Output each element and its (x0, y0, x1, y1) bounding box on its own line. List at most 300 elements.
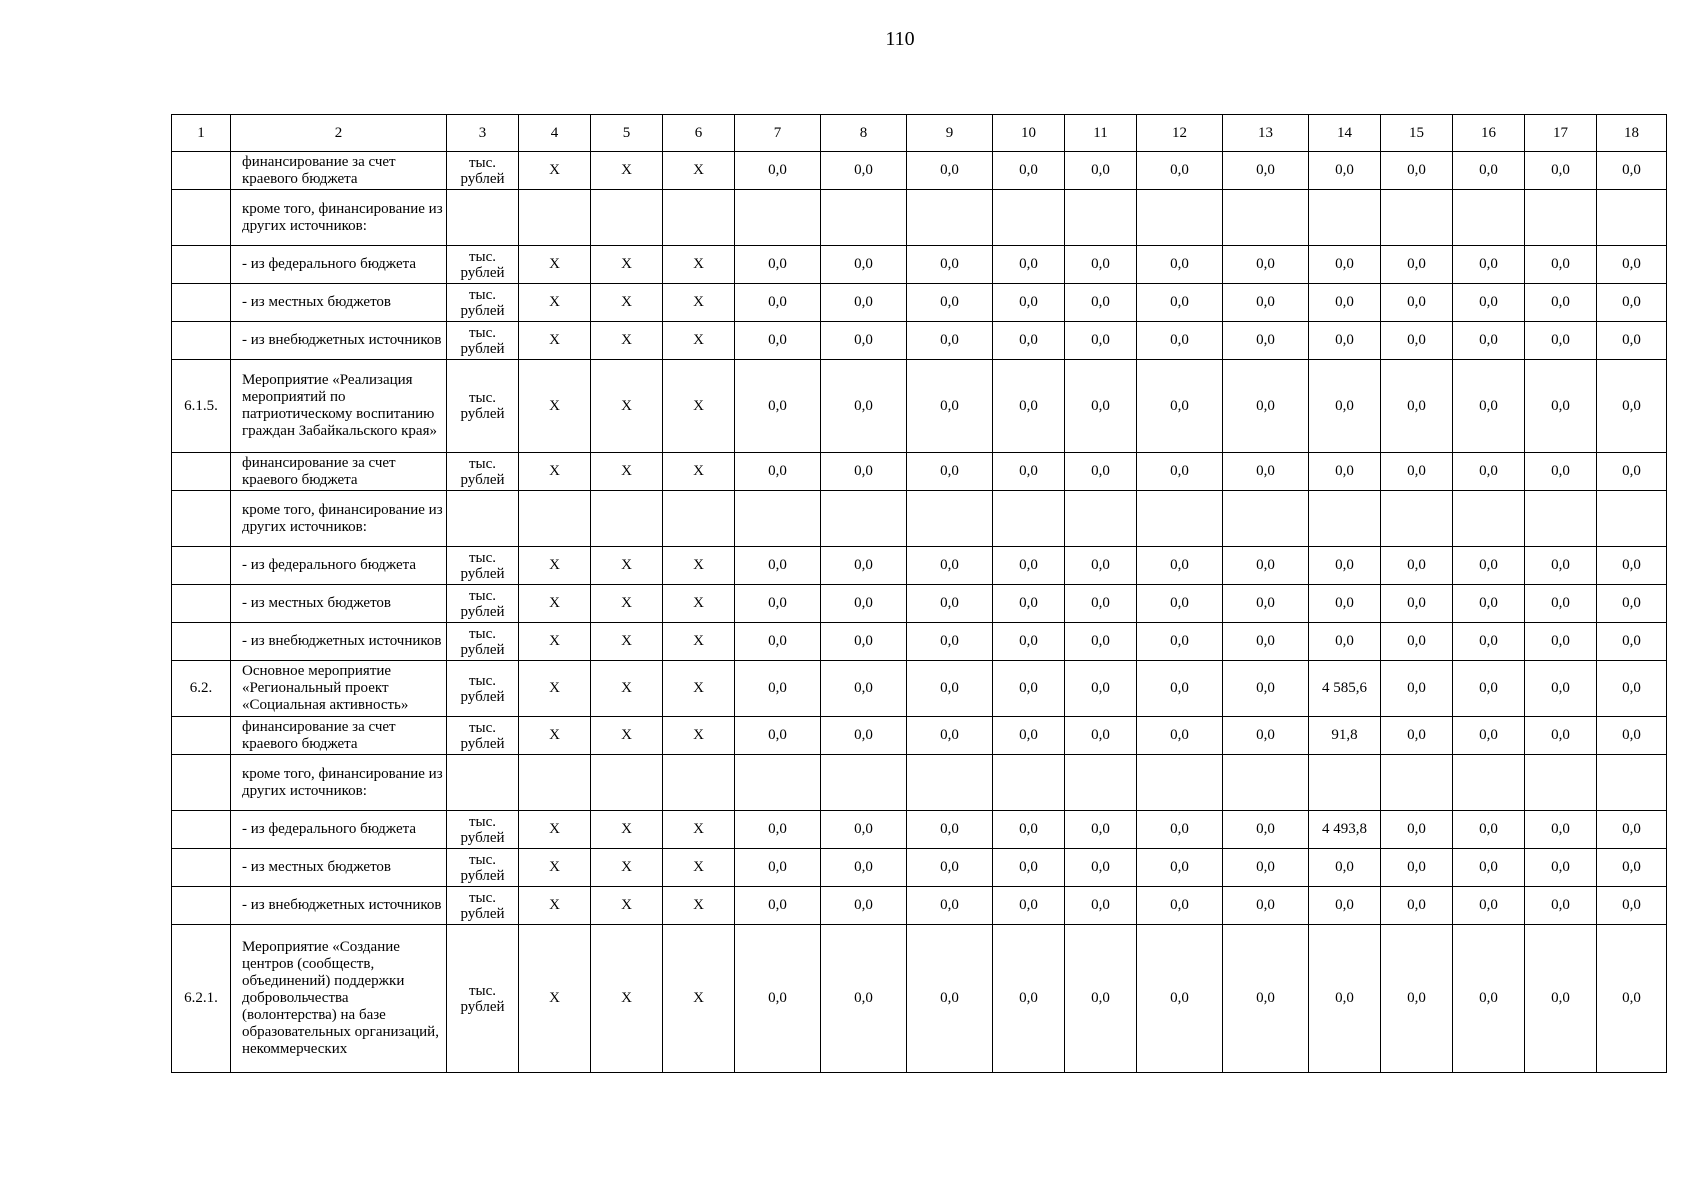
value-cell: 0,0 (735, 717, 821, 755)
value-cell (1597, 491, 1667, 547)
value-cell: X (663, 453, 735, 491)
value-cell: 0,0 (1309, 623, 1381, 661)
value-cell: 0,0 (1309, 152, 1381, 190)
value-cell: 0,0 (1309, 887, 1381, 925)
description-cell: - из федерального бюджета (231, 811, 447, 849)
item-code-cell (172, 246, 231, 284)
value-cell: 0,0 (1223, 246, 1309, 284)
value-cell: X (591, 284, 663, 322)
value-cell: 0,0 (735, 623, 821, 661)
value-cell: 0,0 (993, 811, 1065, 849)
value-cell: 0,0 (1597, 284, 1667, 322)
value-cell: 0,0 (1223, 661, 1309, 717)
table-row (172, 190, 1667, 246)
value-cell: 0,0 (1597, 585, 1667, 623)
value-cell: 0,0 (1597, 661, 1667, 717)
description-cell: - из внебюджетных источников (231, 623, 447, 661)
table-row (172, 547, 1667, 585)
unit-cell: тыс. рублей (447, 623, 519, 661)
value-cell: X (663, 322, 735, 360)
item-code-cell (172, 585, 231, 623)
description-cell: - из местных бюджетов (231, 585, 447, 623)
table-row (172, 360, 1667, 453)
value-cell: 0,0 (907, 453, 993, 491)
value-cell: 0,0 (1223, 547, 1309, 585)
value-cell: X (519, 152, 591, 190)
value-cell: 0,0 (1381, 811, 1453, 849)
value-cell: 0,0 (735, 322, 821, 360)
item-code-cell (172, 491, 231, 547)
value-cell: 0,0 (1065, 284, 1137, 322)
item-code-cell (172, 152, 231, 190)
column-header-6: 6 (663, 115, 735, 152)
value-cell (591, 190, 663, 246)
value-cell: 0,0 (1381, 887, 1453, 925)
value-cell: 0,0 (1223, 623, 1309, 661)
table-row (172, 284, 1667, 322)
value-cell: X (663, 811, 735, 849)
value-cell: 0,0 (1137, 284, 1223, 322)
value-cell: 0,0 (1223, 360, 1309, 453)
value-cell: 0,0 (821, 152, 907, 190)
table-row (172, 453, 1667, 491)
value-cell (1223, 190, 1309, 246)
value-cell (1525, 755, 1597, 811)
unit-cell (447, 755, 519, 811)
value-cell: 0,0 (993, 925, 1065, 1073)
value-cell (1309, 755, 1381, 811)
value-cell: 0,0 (993, 661, 1065, 717)
value-cell: 0,0 (907, 246, 993, 284)
value-cell: 0,0 (993, 849, 1065, 887)
value-cell: X (519, 453, 591, 491)
table-row (172, 755, 1667, 811)
value-cell: 0,0 (993, 887, 1065, 925)
value-cell: 0,0 (993, 246, 1065, 284)
value-cell: 0,0 (1309, 360, 1381, 453)
value-cell: 0,0 (1065, 453, 1137, 491)
item-code-cell (172, 547, 231, 585)
unit-cell: тыс. рублей (447, 152, 519, 190)
value-cell: 0,0 (735, 360, 821, 453)
value-cell: X (519, 322, 591, 360)
value-cell (735, 190, 821, 246)
value-cell (1065, 755, 1137, 811)
value-cell (1453, 190, 1525, 246)
value-cell: 0,0 (821, 661, 907, 717)
value-cell: X (591, 453, 663, 491)
value-cell: 0,0 (821, 547, 907, 585)
description-cell: Основное мероприятие «Региональный проект «Социальная активность» (231, 661, 447, 717)
value-cell: 0,0 (1453, 453, 1525, 491)
value-cell: X (663, 360, 735, 453)
value-cell: 0,0 (993, 453, 1065, 491)
value-cell (1525, 491, 1597, 547)
item-code-cell (172, 717, 231, 755)
value-cell: X (591, 547, 663, 585)
value-cell (1137, 755, 1223, 811)
value-cell: 0,0 (1223, 811, 1309, 849)
unit-cell (447, 190, 519, 246)
value-cell: 0,0 (821, 717, 907, 755)
value-cell (1223, 755, 1309, 811)
value-cell: 0,0 (1453, 284, 1525, 322)
value-cell: 0,0 (1525, 322, 1597, 360)
value-cell: 0,0 (1525, 585, 1597, 623)
value-cell: 0,0 (1453, 322, 1525, 360)
table-row (172, 661, 1667, 717)
value-cell: 0,0 (735, 887, 821, 925)
value-cell: 0,0 (1381, 623, 1453, 661)
value-cell: 0,0 (1453, 925, 1525, 1073)
value-cell: 0,0 (1065, 811, 1137, 849)
column-header-8: 8 (821, 115, 907, 152)
value-cell (993, 190, 1065, 246)
value-cell: 0,0 (821, 811, 907, 849)
column-header-18: 18 (1597, 115, 1667, 152)
value-cell: 0,0 (1453, 887, 1525, 925)
value-cell (1381, 491, 1453, 547)
value-cell: 0,0 (907, 585, 993, 623)
value-cell: 0,0 (1223, 925, 1309, 1073)
table-row (172, 585, 1667, 623)
value-cell: 0,0 (1453, 661, 1525, 717)
description-cell: - из федерального бюджета (231, 547, 447, 585)
value-cell: 0,0 (1065, 585, 1137, 623)
column-header-15: 15 (1381, 115, 1453, 152)
value-cell (1381, 755, 1453, 811)
column-header-13: 13 (1223, 115, 1309, 152)
unit-cell: тыс. рублей (447, 453, 519, 491)
value-cell: 0,0 (1525, 246, 1597, 284)
value-cell: X (519, 284, 591, 322)
item-code-cell (172, 190, 231, 246)
value-cell (591, 755, 663, 811)
value-cell: 0,0 (821, 623, 907, 661)
table-row (172, 623, 1667, 661)
value-cell: 0,0 (1137, 623, 1223, 661)
value-cell: 0,0 (907, 152, 993, 190)
value-cell: 0,0 (907, 887, 993, 925)
value-cell: 0,0 (1597, 360, 1667, 453)
item-code-cell (172, 453, 231, 491)
value-cell: X (519, 623, 591, 661)
value-cell: 0,0 (993, 152, 1065, 190)
value-cell: X (519, 585, 591, 623)
value-cell: 0,0 (907, 547, 993, 585)
value-cell (519, 755, 591, 811)
table-row (172, 887, 1667, 925)
value-cell: 0,0 (1065, 661, 1137, 717)
value-cell (663, 190, 735, 246)
value-cell: X (663, 585, 735, 623)
value-cell: 0,0 (735, 284, 821, 322)
value-cell: X (591, 360, 663, 453)
value-cell: X (591, 925, 663, 1073)
unit-cell (447, 491, 519, 547)
item-code-cell (172, 811, 231, 849)
description-cell: кроме того, финансирование из других источников: (231, 491, 447, 547)
column-header-1: 1 (172, 115, 231, 152)
description-cell: кроме того, финансирование из других источников: (231, 190, 447, 246)
value-cell: 0,0 (1065, 849, 1137, 887)
value-cell: 0,0 (1453, 547, 1525, 585)
value-cell: X (591, 887, 663, 925)
value-cell: 0,0 (821, 925, 907, 1073)
description-cell: - из внебюджетных источников (231, 322, 447, 360)
value-cell: 0,0 (1309, 849, 1381, 887)
value-cell: 0,0 (1137, 585, 1223, 623)
value-cell: 0,0 (735, 246, 821, 284)
item-code-cell (172, 322, 231, 360)
column-header-12: 12 (1137, 115, 1223, 152)
value-cell: 0,0 (993, 284, 1065, 322)
value-cell (1065, 190, 1137, 246)
value-cell: X (663, 849, 735, 887)
table-row (172, 811, 1667, 849)
value-cell: X (519, 925, 591, 1073)
table-row (172, 322, 1667, 360)
value-cell: X (591, 152, 663, 190)
column-header-14: 14 (1309, 115, 1381, 152)
value-cell: 0,0 (1065, 623, 1137, 661)
value-cell: 0,0 (821, 887, 907, 925)
value-cell: X (663, 246, 735, 284)
value-cell: 0,0 (1525, 811, 1597, 849)
description-cell: финансирование за счет краевого бюджета (231, 717, 447, 755)
column-header-10: 10 (993, 115, 1065, 152)
value-cell (1223, 491, 1309, 547)
value-cell: 0,0 (1223, 849, 1309, 887)
value-cell (993, 491, 1065, 547)
unit-cell: тыс. рублей (447, 811, 519, 849)
value-cell: 0,0 (1381, 453, 1453, 491)
value-cell (1597, 755, 1667, 811)
value-cell (735, 755, 821, 811)
item-code-cell (172, 849, 231, 887)
unit-cell: тыс. рублей (447, 322, 519, 360)
value-cell: 0,0 (1597, 811, 1667, 849)
value-cell: 0,0 (821, 585, 907, 623)
value-cell (1137, 491, 1223, 547)
value-cell (821, 190, 907, 246)
value-cell (735, 491, 821, 547)
value-cell: 0,0 (1223, 322, 1309, 360)
value-cell: 0,0 (1525, 717, 1597, 755)
value-cell (663, 491, 735, 547)
value-cell: 0,0 (735, 547, 821, 585)
value-cell: 0,0 (1065, 887, 1137, 925)
value-cell (821, 755, 907, 811)
column-header-16: 16 (1453, 115, 1525, 152)
value-cell (1525, 190, 1597, 246)
column-header-9: 9 (907, 115, 993, 152)
unit-cell: тыс. рублей (447, 849, 519, 887)
value-cell: 0,0 (821, 849, 907, 887)
value-cell: 0,0 (821, 360, 907, 453)
value-cell: 0,0 (1309, 322, 1381, 360)
value-cell: 0,0 (1453, 360, 1525, 453)
value-cell: 4 493,8 (1309, 811, 1381, 849)
value-cell: X (591, 623, 663, 661)
value-cell: X (663, 284, 735, 322)
value-cell: 0,0 (735, 152, 821, 190)
value-cell: 0,0 (1525, 152, 1597, 190)
value-cell: 0,0 (1381, 585, 1453, 623)
unit-cell: тыс. рублей (447, 717, 519, 755)
description-cell: финансирование за счет краевого бюджета (231, 152, 447, 190)
value-cell: 0,0 (1525, 887, 1597, 925)
value-cell: 0,0 (1309, 925, 1381, 1073)
value-cell: X (663, 717, 735, 755)
value-cell: 0,0 (1223, 152, 1309, 190)
value-cell: 0,0 (993, 360, 1065, 453)
value-cell: 0,0 (1525, 360, 1597, 453)
value-cell: X (591, 849, 663, 887)
unit-cell: тыс. рублей (447, 360, 519, 453)
value-cell: 0,0 (1525, 925, 1597, 1073)
item-code-cell (172, 755, 231, 811)
value-cell: X (591, 717, 663, 755)
value-cell: 0,0 (1223, 585, 1309, 623)
column-header-4: 4 (519, 115, 591, 152)
value-cell (907, 755, 993, 811)
value-cell (821, 491, 907, 547)
value-cell: 0,0 (1381, 547, 1453, 585)
value-cell: 0,0 (735, 453, 821, 491)
table-row (172, 152, 1667, 190)
table-row (172, 925, 1667, 1073)
value-cell: X (663, 887, 735, 925)
value-cell (1453, 755, 1525, 811)
value-cell: 0,0 (1381, 661, 1453, 717)
table-row (172, 246, 1667, 284)
value-cell (1309, 491, 1381, 547)
value-cell: 0,0 (1137, 547, 1223, 585)
value-cell: 0,0 (907, 284, 993, 322)
description-cell: финансирование за счет краевого бюджета (231, 453, 447, 491)
item-code-cell: 6.2.1. (172, 925, 231, 1073)
value-cell: 0,0 (1597, 849, 1667, 887)
value-cell: X (519, 661, 591, 717)
table-row (172, 491, 1667, 547)
description-cell: Мероприятие «Реализация мероприятий по патриотическому воспитанию граждан Забайкальского края» (231, 360, 447, 453)
value-cell: 0,0 (1597, 717, 1667, 755)
value-cell: 0,0 (993, 585, 1065, 623)
value-cell: 0,0 (1453, 717, 1525, 755)
value-cell: 0,0 (1525, 284, 1597, 322)
value-cell (519, 190, 591, 246)
value-cell: 0,0 (1453, 152, 1525, 190)
value-cell: X (519, 849, 591, 887)
item-code-cell: 6.2. (172, 661, 231, 717)
value-cell: 0,0 (1223, 717, 1309, 755)
value-cell: 0,0 (1381, 284, 1453, 322)
value-cell: 0,0 (1137, 811, 1223, 849)
value-cell: 0,0 (1453, 246, 1525, 284)
value-cell: X (663, 152, 735, 190)
value-cell: X (663, 623, 735, 661)
value-cell: 0,0 (1309, 453, 1381, 491)
value-cell: 0,0 (1309, 547, 1381, 585)
unit-cell: тыс. рублей (447, 661, 519, 717)
value-cell: 0,0 (1065, 925, 1137, 1073)
value-cell: 0,0 (1065, 360, 1137, 453)
item-code-cell (172, 623, 231, 661)
value-cell: 0,0 (1381, 717, 1453, 755)
column-header-17: 17 (1525, 115, 1597, 152)
value-cell: X (519, 717, 591, 755)
budget-table (171, 114, 1667, 1073)
description-cell: Мероприятие «Создание центров (сообществ, объединений) поддержки добровольчества (волонтерства) на базе образовательных организаций, некоммерческих (231, 925, 447, 1073)
value-cell: 0,0 (993, 322, 1065, 360)
value-cell: 0,0 (735, 585, 821, 623)
value-cell: 0,0 (1597, 453, 1667, 491)
value-cell: 0,0 (993, 547, 1065, 585)
value-cell: 0,0 (1223, 887, 1309, 925)
table-row (172, 849, 1667, 887)
value-cell: 0,0 (1525, 623, 1597, 661)
value-cell: 0,0 (1597, 246, 1667, 284)
table-row (172, 717, 1667, 755)
value-cell: 91,8 (1309, 717, 1381, 755)
value-cell: 4 585,6 (1309, 661, 1381, 717)
value-cell: 0,0 (1065, 717, 1137, 755)
value-cell: 0,0 (735, 849, 821, 887)
value-cell: X (663, 925, 735, 1073)
value-cell: 0,0 (1525, 547, 1597, 585)
value-cell: X (519, 811, 591, 849)
value-cell: 0,0 (1065, 246, 1137, 284)
value-cell: 0,0 (1597, 152, 1667, 190)
value-cell (1453, 491, 1525, 547)
value-cell (591, 491, 663, 547)
value-cell: X (591, 322, 663, 360)
value-cell: 0,0 (1381, 322, 1453, 360)
value-cell: 0,0 (1381, 152, 1453, 190)
value-cell (1137, 190, 1223, 246)
value-cell: 0,0 (1525, 849, 1597, 887)
value-cell: X (663, 547, 735, 585)
value-cell: 0,0 (1453, 585, 1525, 623)
value-cell (663, 755, 735, 811)
value-cell: 0,0 (1309, 585, 1381, 623)
value-cell: 0,0 (1309, 284, 1381, 322)
value-cell: 0,0 (1381, 849, 1453, 887)
column-header-2: 2 (231, 115, 447, 152)
value-cell: 0,0 (1597, 322, 1667, 360)
value-cell: 0,0 (1381, 925, 1453, 1073)
unit-cell: тыс. рублей (447, 547, 519, 585)
value-cell: 0,0 (907, 925, 993, 1073)
description-cell: - из федерального бюджета (231, 246, 447, 284)
value-cell: 0,0 (907, 322, 993, 360)
value-cell: 0,0 (1137, 717, 1223, 755)
value-cell (519, 491, 591, 547)
value-cell (1065, 491, 1137, 547)
description-cell: - из местных бюджетов (231, 849, 447, 887)
table-body (172, 115, 1667, 1073)
value-cell: 0,0 (993, 623, 1065, 661)
value-cell: X (519, 246, 591, 284)
value-cell: X (591, 585, 663, 623)
value-cell: X (591, 811, 663, 849)
column-header-3: 3 (447, 115, 519, 152)
value-cell: 0,0 (821, 284, 907, 322)
value-cell (907, 491, 993, 547)
value-cell: 0,0 (1137, 246, 1223, 284)
value-cell (1309, 190, 1381, 246)
